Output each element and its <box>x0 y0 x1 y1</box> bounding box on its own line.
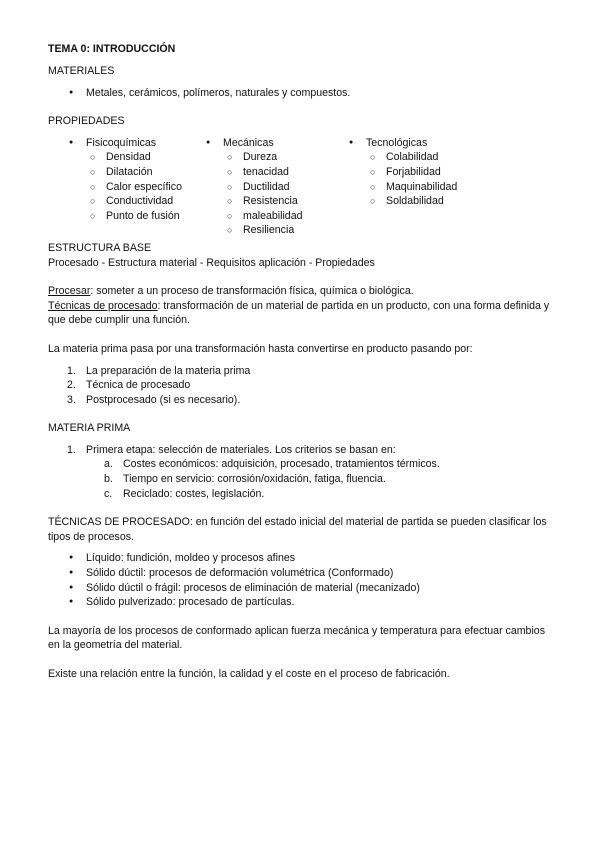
materiales-section <box>48 64 558 100</box>
list-item: ○ Dilatación <box>48 165 206 180</box>
list-item: ○ Colabilidad <box>349 150 507 165</box>
materia-prima-section <box>48 421 558 501</box>
conclusion-paragraph-1: La mayoría de los procesos de conformado aplican fuerza mecánica y temperatura para efectuar cambios en la geometría del material. <box>48 624 545 652</box>
tecnicas-intro: TÉCNICAS DE PROCESADO: en función del estado inicial del material de partida se pueden clasificar los tipos de procesos. <box>48 516 547 543</box>
list-item <box>48 393 558 408</box>
list-item: ○ Punto de fusión <box>48 209 206 224</box>
criterion-letter: c. <box>104 487 113 500</box>
materiales-heading: MATERIALES <box>48 65 115 77</box>
list-item: ○ Conductividad <box>48 194 206 209</box>
list-item: ○ tenacidad <box>206 165 349 180</box>
materia-prima-intro-text: La materia prima pasa por una transformación hasta convertirse en producto pasando por: <box>48 342 473 355</box>
list-item: ● Sólido pulverizado: procesado de partículas. <box>48 595 558 610</box>
list-item <box>48 472 558 487</box>
list-item: ● Líquido: fundición, moldeo y procesos afines <box>48 551 558 566</box>
sublist <box>206 150 349 238</box>
tecnicas-list <box>48 551 558 609</box>
step-number: 2. <box>67 379 76 392</box>
materia-prima-list <box>48 443 558 501</box>
column-label: ● Fisicoquímicas <box>48 136 206 151</box>
step-text: Postprocesado (si es necesario). <box>86 393 241 406</box>
document-page <box>48 42 558 682</box>
list-item: ○ Dureza <box>206 150 349 165</box>
document-title: TEMA 0: INTRODUCCIÓN <box>48 43 176 55</box>
list-item: ● Metales, cerámicos, polímeros, naturales y compuestos. <box>48 86 558 101</box>
list-item: ○ Resiliencia <box>206 223 349 238</box>
definiciones-section <box>48 284 558 328</box>
column-mecanicas <box>206 136 349 238</box>
step-number: 1. <box>67 364 76 377</box>
materia-prima-heading: MATERIA PRIMA <box>48 422 131 435</box>
list-item: ● Sólido dúctil: procesos de deformación volumétrica (Conformado) <box>48 566 558 581</box>
materiales-list <box>48 86 558 101</box>
sublist <box>349 150 507 208</box>
materia-prima-intro-section <box>48 342 558 407</box>
step-number: 1. <box>67 443 76 456</box>
criterion-letter: b. <box>104 473 113 486</box>
procesar-definition <box>48 284 558 299</box>
sublist <box>48 150 206 223</box>
criterion-letter: a. <box>104 458 113 471</box>
list-item: ○ Ductilidad <box>206 180 349 195</box>
tecnicas-section <box>48 515 558 610</box>
list-item: ○ maleabilidad <box>206 209 349 224</box>
list-item: ○ Resistencia <box>206 194 349 209</box>
list-item: ○ Soldabilidad <box>349 194 507 209</box>
conclusion-section <box>48 624 558 682</box>
estructura-line: Procesado - Estructura material - Requisitos aplicación - Propiedades <box>48 256 375 269</box>
propiedades-columns <box>48 136 558 238</box>
list-item <box>48 364 558 379</box>
procesar-term: Procesar <box>48 285 91 298</box>
list-item: ○ Densidad <box>48 150 206 165</box>
step-text: Técnica de procesado <box>86 379 191 392</box>
list-item: ○ Forjabilidad <box>349 165 507 180</box>
column-label: ● Mecánicas <box>206 136 349 151</box>
column-fisicoquimicas <box>48 136 206 238</box>
estructura-section <box>48 241 558 270</box>
step-number: 3. <box>67 393 76 406</box>
estructura-heading: ESTRUCTURA BASE <box>48 241 152 254</box>
propiedades-section <box>48 114 558 238</box>
column-label: ● Tecnológicas <box>349 136 507 151</box>
criterion-text: Reciclado: costes, legislación. <box>123 487 265 500</box>
tecnicas-definition <box>48 299 558 328</box>
steps-list <box>48 364 558 408</box>
list-item: ● Sólido dúctil o frágil: procesos de eliminación de material (mecanizado) <box>48 581 558 596</box>
tecnicas-text: : transformación de un material de partida en un producto, con una forma definida y que debe cumplir una función. <box>48 299 550 327</box>
list-item: ○ Calor específico <box>48 180 206 195</box>
step-text: Primera etapa: selección de materiales. Los criterios se basan en: <box>86 443 396 456</box>
list-item: ○ Maquinabilidad <box>349 180 507 195</box>
criterion-text: Costes económicos: adquisición, procesado, tratamientos térmicos. <box>123 458 440 471</box>
procesar-text: : someter a un proceso de transformación física, química o biológica. <box>90 285 414 298</box>
conclusion-paragraph-2: Existe una relación entre la función, la calidad y el coste en el proceso de fabricación. <box>48 668 450 680</box>
list-item <box>48 487 558 502</box>
column-tecnologicas <box>349 136 507 238</box>
tecnicas-term: Técnicas de procesado <box>48 299 158 312</box>
list-item <box>48 378 558 393</box>
list-item <box>48 443 558 458</box>
propiedades-heading: PROPIEDADES <box>48 115 125 128</box>
criterion-text: Tiempo en servicio: corrosión/oxidación, fatiga, fluencia. <box>123 473 386 486</box>
step-text: La preparación de la materia prima <box>86 364 251 377</box>
list-item <box>48 457 558 472</box>
